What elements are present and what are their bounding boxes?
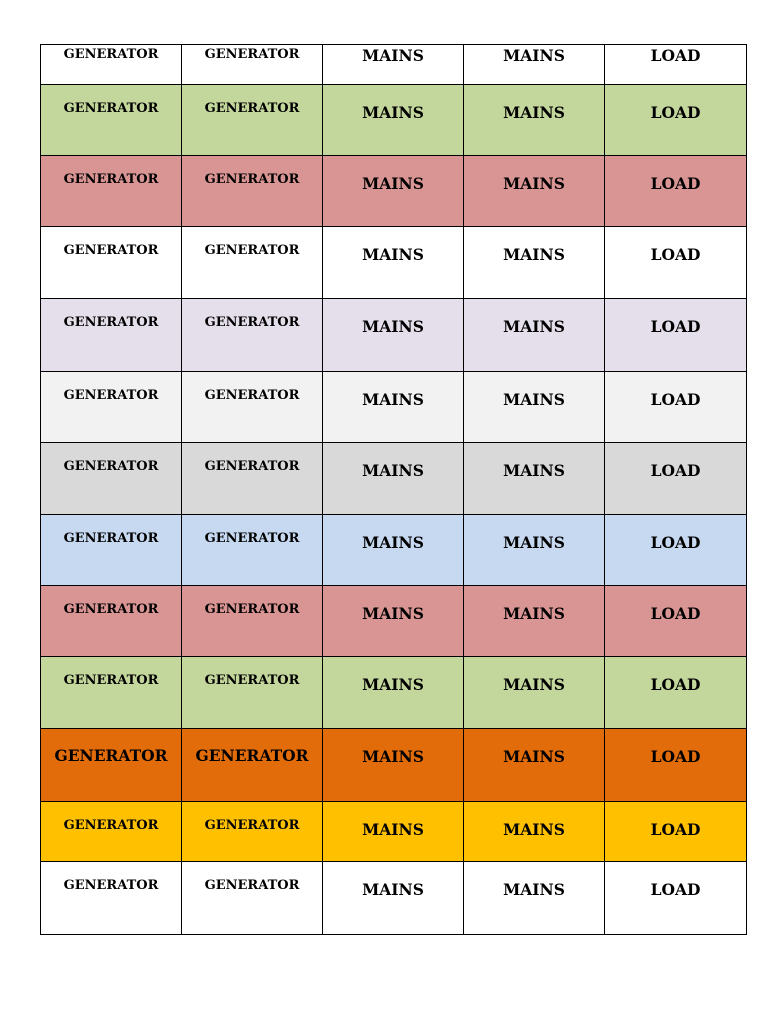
generator-cell-b: GENERATOR <box>182 657 323 729</box>
mains-cell-a: MAINS <box>323 802 464 862</box>
load-cell: LOAD <box>605 227 747 299</box>
generator-cell-a: GENERATOR <box>41 657 182 729</box>
table-row <box>41 586 747 657</box>
generator-cell-a: GENERATOR <box>41 729 182 802</box>
table-row <box>41 299 747 372</box>
generator-cell-a: GENERATOR <box>41 515 182 586</box>
table-row <box>41 515 747 586</box>
generator-cell-b: GENERATOR <box>182 227 323 299</box>
load-cell: LOAD <box>605 657 747 729</box>
generator-cell-a: GENERATOR <box>41 586 182 657</box>
load-cell: LOAD <box>605 862 747 935</box>
generator-cell-b: GENERATOR <box>182 85 323 156</box>
generator-cell-b: GENERATOR <box>182 45 323 85</box>
table-row <box>41 443 747 515</box>
table-row <box>41 85 747 156</box>
generator-cell-a: GENERATOR <box>41 227 182 299</box>
generator-cell-b: GENERATOR <box>182 515 323 586</box>
mains-cell-b: MAINS <box>464 227 605 299</box>
generator-cell-a: GENERATOR <box>41 156 182 227</box>
generator-cell-a: GENERATOR <box>41 299 182 372</box>
generator-cell-a: GENERATOR <box>41 85 182 156</box>
generator-cell-b: GENERATOR <box>182 586 323 657</box>
mains-cell-a: MAINS <box>323 227 464 299</box>
load-cell: LOAD <box>605 45 747 85</box>
mains-cell-b: MAINS <box>464 85 605 156</box>
mains-cell-b: MAINS <box>464 443 605 515</box>
generator-cell-b: GENERATOR <box>182 156 323 227</box>
generator-cell-b: GENERATOR <box>182 862 323 935</box>
load-cell: LOAD <box>605 802 747 862</box>
generator-cell-a: GENERATOR <box>41 45 182 85</box>
mains-cell-a: MAINS <box>323 862 464 935</box>
label-table-body <box>41 45 747 935</box>
generator-cell-b: GENERATOR <box>182 443 323 515</box>
mains-cell-b: MAINS <box>464 299 605 372</box>
table-row <box>41 372 747 443</box>
mains-cell-a: MAINS <box>323 515 464 586</box>
generator-cell-b: GENERATOR <box>182 802 323 862</box>
generator-cell-b: GENERATOR <box>182 299 323 372</box>
mains-cell-b: MAINS <box>464 657 605 729</box>
load-cell: LOAD <box>605 156 747 227</box>
mains-cell-a: MAINS <box>323 299 464 372</box>
mains-cell-a: MAINS <box>323 45 464 85</box>
load-cell: LOAD <box>605 372 747 443</box>
mains-cell-a: MAINS <box>323 729 464 802</box>
mains-cell-a: MAINS <box>323 372 464 443</box>
mains-cell-a: MAINS <box>323 156 464 227</box>
table-row <box>41 227 747 299</box>
mains-cell-b: MAINS <box>464 729 605 802</box>
generator-cell-a: GENERATOR <box>41 862 182 935</box>
label-table <box>40 44 747 935</box>
mains-cell-b: MAINS <box>464 586 605 657</box>
mains-cell-b: MAINS <box>464 45 605 85</box>
load-cell: LOAD <box>605 586 747 657</box>
table-row <box>41 862 747 935</box>
mains-cell-b: MAINS <box>464 156 605 227</box>
generator-cell-a: GENERATOR <box>41 443 182 515</box>
mains-cell-b: MAINS <box>464 862 605 935</box>
mains-cell-a: MAINS <box>323 443 464 515</box>
table-row <box>41 156 747 227</box>
load-cell: LOAD <box>605 85 747 156</box>
table-row <box>41 45 747 85</box>
load-cell: LOAD <box>605 299 747 372</box>
table-row <box>41 657 747 729</box>
mains-cell-b: MAINS <box>464 515 605 586</box>
generator-cell-a: GENERATOR <box>41 372 182 443</box>
mains-cell-a: MAINS <box>323 586 464 657</box>
mains-cell-a: MAINS <box>323 657 464 729</box>
generator-cell-a: GENERATOR <box>41 802 182 862</box>
load-cell: LOAD <box>605 729 747 802</box>
generator-cell-b: GENERATOR <box>182 372 323 443</box>
generator-cell-b: GENERATOR <box>182 729 323 802</box>
load-cell: LOAD <box>605 515 747 586</box>
mains-cell-b: MAINS <box>464 802 605 862</box>
mains-cell-b: MAINS <box>464 372 605 443</box>
table-row <box>41 802 747 862</box>
table-row <box>41 729 747 802</box>
mains-cell-a: MAINS <box>323 85 464 156</box>
load-cell: LOAD <box>605 443 747 515</box>
